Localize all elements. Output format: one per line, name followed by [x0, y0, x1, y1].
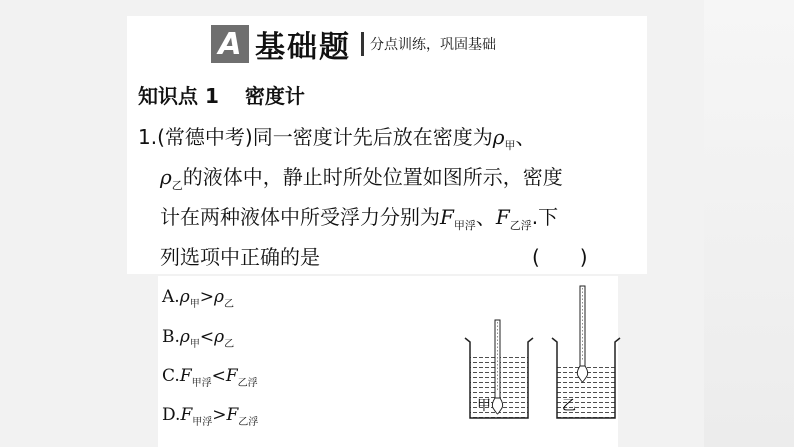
header-divider — [361, 32, 364, 56]
question-line-4: 列选项中正确的是 — [160, 245, 320, 269]
option-b: $B.\rho_甲<\rho_乙$ — [162, 327, 235, 350]
answer-bracket: ( ) — [532, 245, 588, 269]
option-a: $A.\rho_甲>\rho_乙$ — [162, 287, 234, 310]
section-badge: A — [211, 25, 249, 63]
label-jia: 甲 — [477, 398, 491, 414]
knowledge-point-name: 密度计 — [244, 84, 305, 108]
section-header — [211, 23, 496, 65]
question-line-2: $\rho_乙$的液体中，静止时所处位置如图所示，密度 — [160, 165, 563, 192]
knowledge-point-heading — [138, 80, 305, 109]
slide-background-decoration — [704, 0, 794, 447]
section-subtitle: 分点训练，巩固基础 — [370, 37, 496, 53]
hydrometer-right — [577, 286, 587, 382]
question-source: (常德中考) — [157, 125, 253, 149]
option-c: $C.F_{甲浮}<F_{乙浮}$ — [162, 366, 258, 389]
question-number: 1. — [138, 125, 158, 149]
option-d: $D.F_{甲浮}>F_{乙浮}$ — [162, 405, 259, 428]
label-yi: 乙 — [562, 398, 576, 414]
question-line-3: 计在两种液体中所受浮力分别为$F_{甲浮}$、$F_{乙浮}$.下 — [160, 205, 559, 232]
hydrometer-figure — [455, 280, 625, 430]
knowledge-point-label: 知识点 1 — [138, 84, 219, 108]
section-title: 基础题 — [255, 30, 351, 65]
beaker-left — [465, 320, 533, 418]
question-line-1: 1.(常德中考)同一密度计先后放在密度为$\rho_甲$、 — [138, 125, 536, 152]
